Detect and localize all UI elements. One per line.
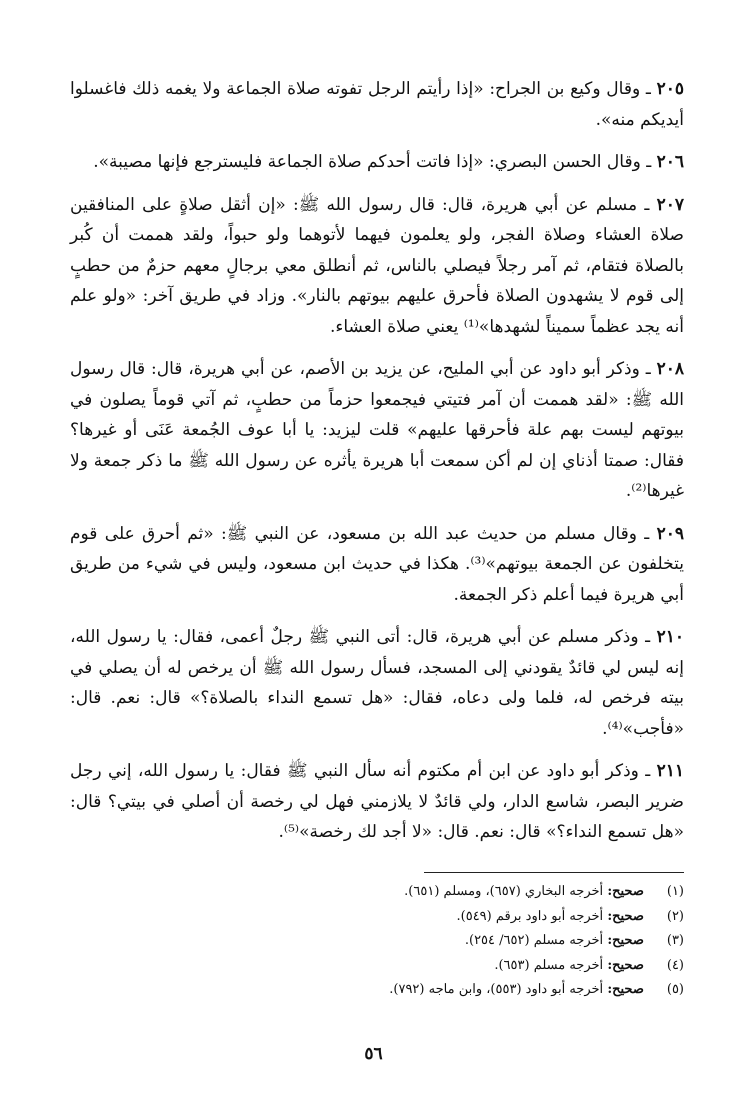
page-number: ٥٦ <box>364 1044 383 1064</box>
paragraph-number: ٢٠٩ <box>656 523 684 544</box>
footnote-grade: صحيح: <box>607 933 644 948</box>
footnote-text: أخرجه أبو داود (٥٥٣)، وابن ماجه (٧٩٢). <box>389 982 604 997</box>
footnotes <box>64 880 684 1003</box>
footnote-number: (٣) <box>666 933 684 948</box>
footnote-grade: صحيح: <box>607 982 644 997</box>
paragraph-text: ـ وذكر أبو داود عن ابن أم مكتوم أنه سأل النبي ﷺ فقال: يا رسول الله، إني رجل ضرير البصر، شاسع الدار، ولي قائدٌ لا يلازمني فهل لي رخصة أن أصلي في بيتي؟ قال: «هل تسمع النداء؟» قال: نعم. قال: «لا أجد لك رخصة»⁽⁵⁾. <box>70 761 684 842</box>
footnote-grade: صحيح: <box>607 884 644 899</box>
paragraph-number: ٢١١ <box>656 761 684 781</box>
footnote-number: (٢) <box>666 908 684 924</box>
paragraph-text: ـ وذكر أبو داود عن أبي المليح، عن يزيد بن الأصم، عن أبي هريرة، قال: قال رسول الله ﷺ: «لقد هممت أن آمر فتيتي فيجمعوا حزماً من حطبٍ، ثم آتي قوماً يصلون في بيوتهم ليست بهم علة فأحرقها عليهم» قلت ليزيد: يا أبا عوف الجُمعة عَنَى أو غيرها؟ فقال: صمتا أذناي إن لم أكن سمعت أبا هريرة يأثره عن رسول الله ﷺ ما ذكر جمعة ولا غيرها⁽²⁾. <box>70 359 684 501</box>
paragraph-205 <box>70 74 684 135</box>
footnote-number: (٥) <box>666 982 684 997</box>
footnote-text: أخرجه مسلم (٦٥٢/ ٢٥٤). <box>464 933 604 948</box>
footnote-5 <box>64 978 684 1003</box>
paragraph-211 <box>70 756 684 848</box>
paragraph-206 <box>70 147 684 178</box>
paragraph-number: ٢٠٧ <box>656 194 684 215</box>
paragraph-208 <box>70 354 684 507</box>
paragraph-number: ٢٠٥ <box>656 79 684 99</box>
paragraph-number: ٢٠٦ <box>656 152 684 172</box>
footnote-grade: صحيح: <box>607 957 644 973</box>
paragraph-text: ـ مسلم عن أبي هريرة، قال: قال رسول الله ﷺ: «إن أثقل صلاةٍ على المنافقين صلاة العشاء وصلاة الفجر، ولو يعلمون فيهما لأتوهما ولو حبواً، ولقد هممت أن كُبر بالصلاة فتقام، ثم آمر رجلاً فيصلي بالناس، ثم أنطلق معي برجالٍ معهم حزمٌ من حطبٍ إلى قوم لا يشهدون الصلاة فأحرق عليهم بيوتهم بالنار». وزاد في طريق آخر: «ولو علم أنه يجد عظماً سميناً لشهدها»⁽¹⁾ يعني صلاة العشاء. <box>70 194 684 337</box>
footnote-text: أخرجه البخاري (٦٥٧)، ومسلم (٦٥١). <box>404 884 604 899</box>
footnote-text: أخرجه أبو داود برقم (٥٤٩). <box>456 908 604 924</box>
paragraph-number: ٢٠٨ <box>656 359 685 379</box>
paragraph-text: ـ وقال وكيع بن الجراح: «إذا رأيتم الرجل تفوته صلاة الجماعة ولا يغمه ذلك فاغسلوا أيديكم منه». <box>70 79 684 130</box>
footnote-2 <box>64 905 684 930</box>
paragraph-text: ـ وقال الحسن البصري: «إذا فاتت أحدكم صلاة الجماعة فليسترجع فإنها مصيبة». <box>93 152 652 172</box>
paragraph-text: ـ وقال مسلم من حديث عبد الله بن مسعود، عن النبي ﷺ: «ثم أحرق على قوم يتخلفون عن الجمعة بيوتهم»⁽³⁾. هكذا في حديث ابن مسعود، وليس في شيء من طريق أبي هريرة فيما أعلم ذكر الجمعة. <box>70 523 684 605</box>
footnote-divider <box>424 872 684 873</box>
page-body <box>70 74 684 860</box>
footnote-4 <box>64 954 684 979</box>
paragraph-207 <box>70 190 684 343</box>
footnote-1 <box>64 880 684 905</box>
footnote-3 <box>64 929 684 954</box>
footnote-grade: صحيح: <box>607 908 644 924</box>
paragraph-number: ٢١٠ <box>656 627 685 647</box>
paragraph-210 <box>70 622 684 744</box>
paragraph-209 <box>70 519 684 611</box>
footnote-text: أخرجه مسلم (٦٥٣). <box>494 957 604 973</box>
footnote-number: (١) <box>666 884 684 899</box>
paragraph-text: ـ وذكر مسلم عن أبي هريرة، قال: أتى النبي ﷺ رجلٌ أعمى، فقال: يا رسول الله، إنه ليس لي قائدٌ يقودني إلى المسجد، فسأل رسول الله ﷺ أن يرخص له أن يصلي في بيته فرخص له، فلما ولى دعاه، فقال: «هل تسمع النداء بالصلاة؟» قال: نعم. قال: «فأجب»⁽⁴⁾. <box>70 627 685 739</box>
footnote-number: (٤) <box>666 957 684 973</box>
